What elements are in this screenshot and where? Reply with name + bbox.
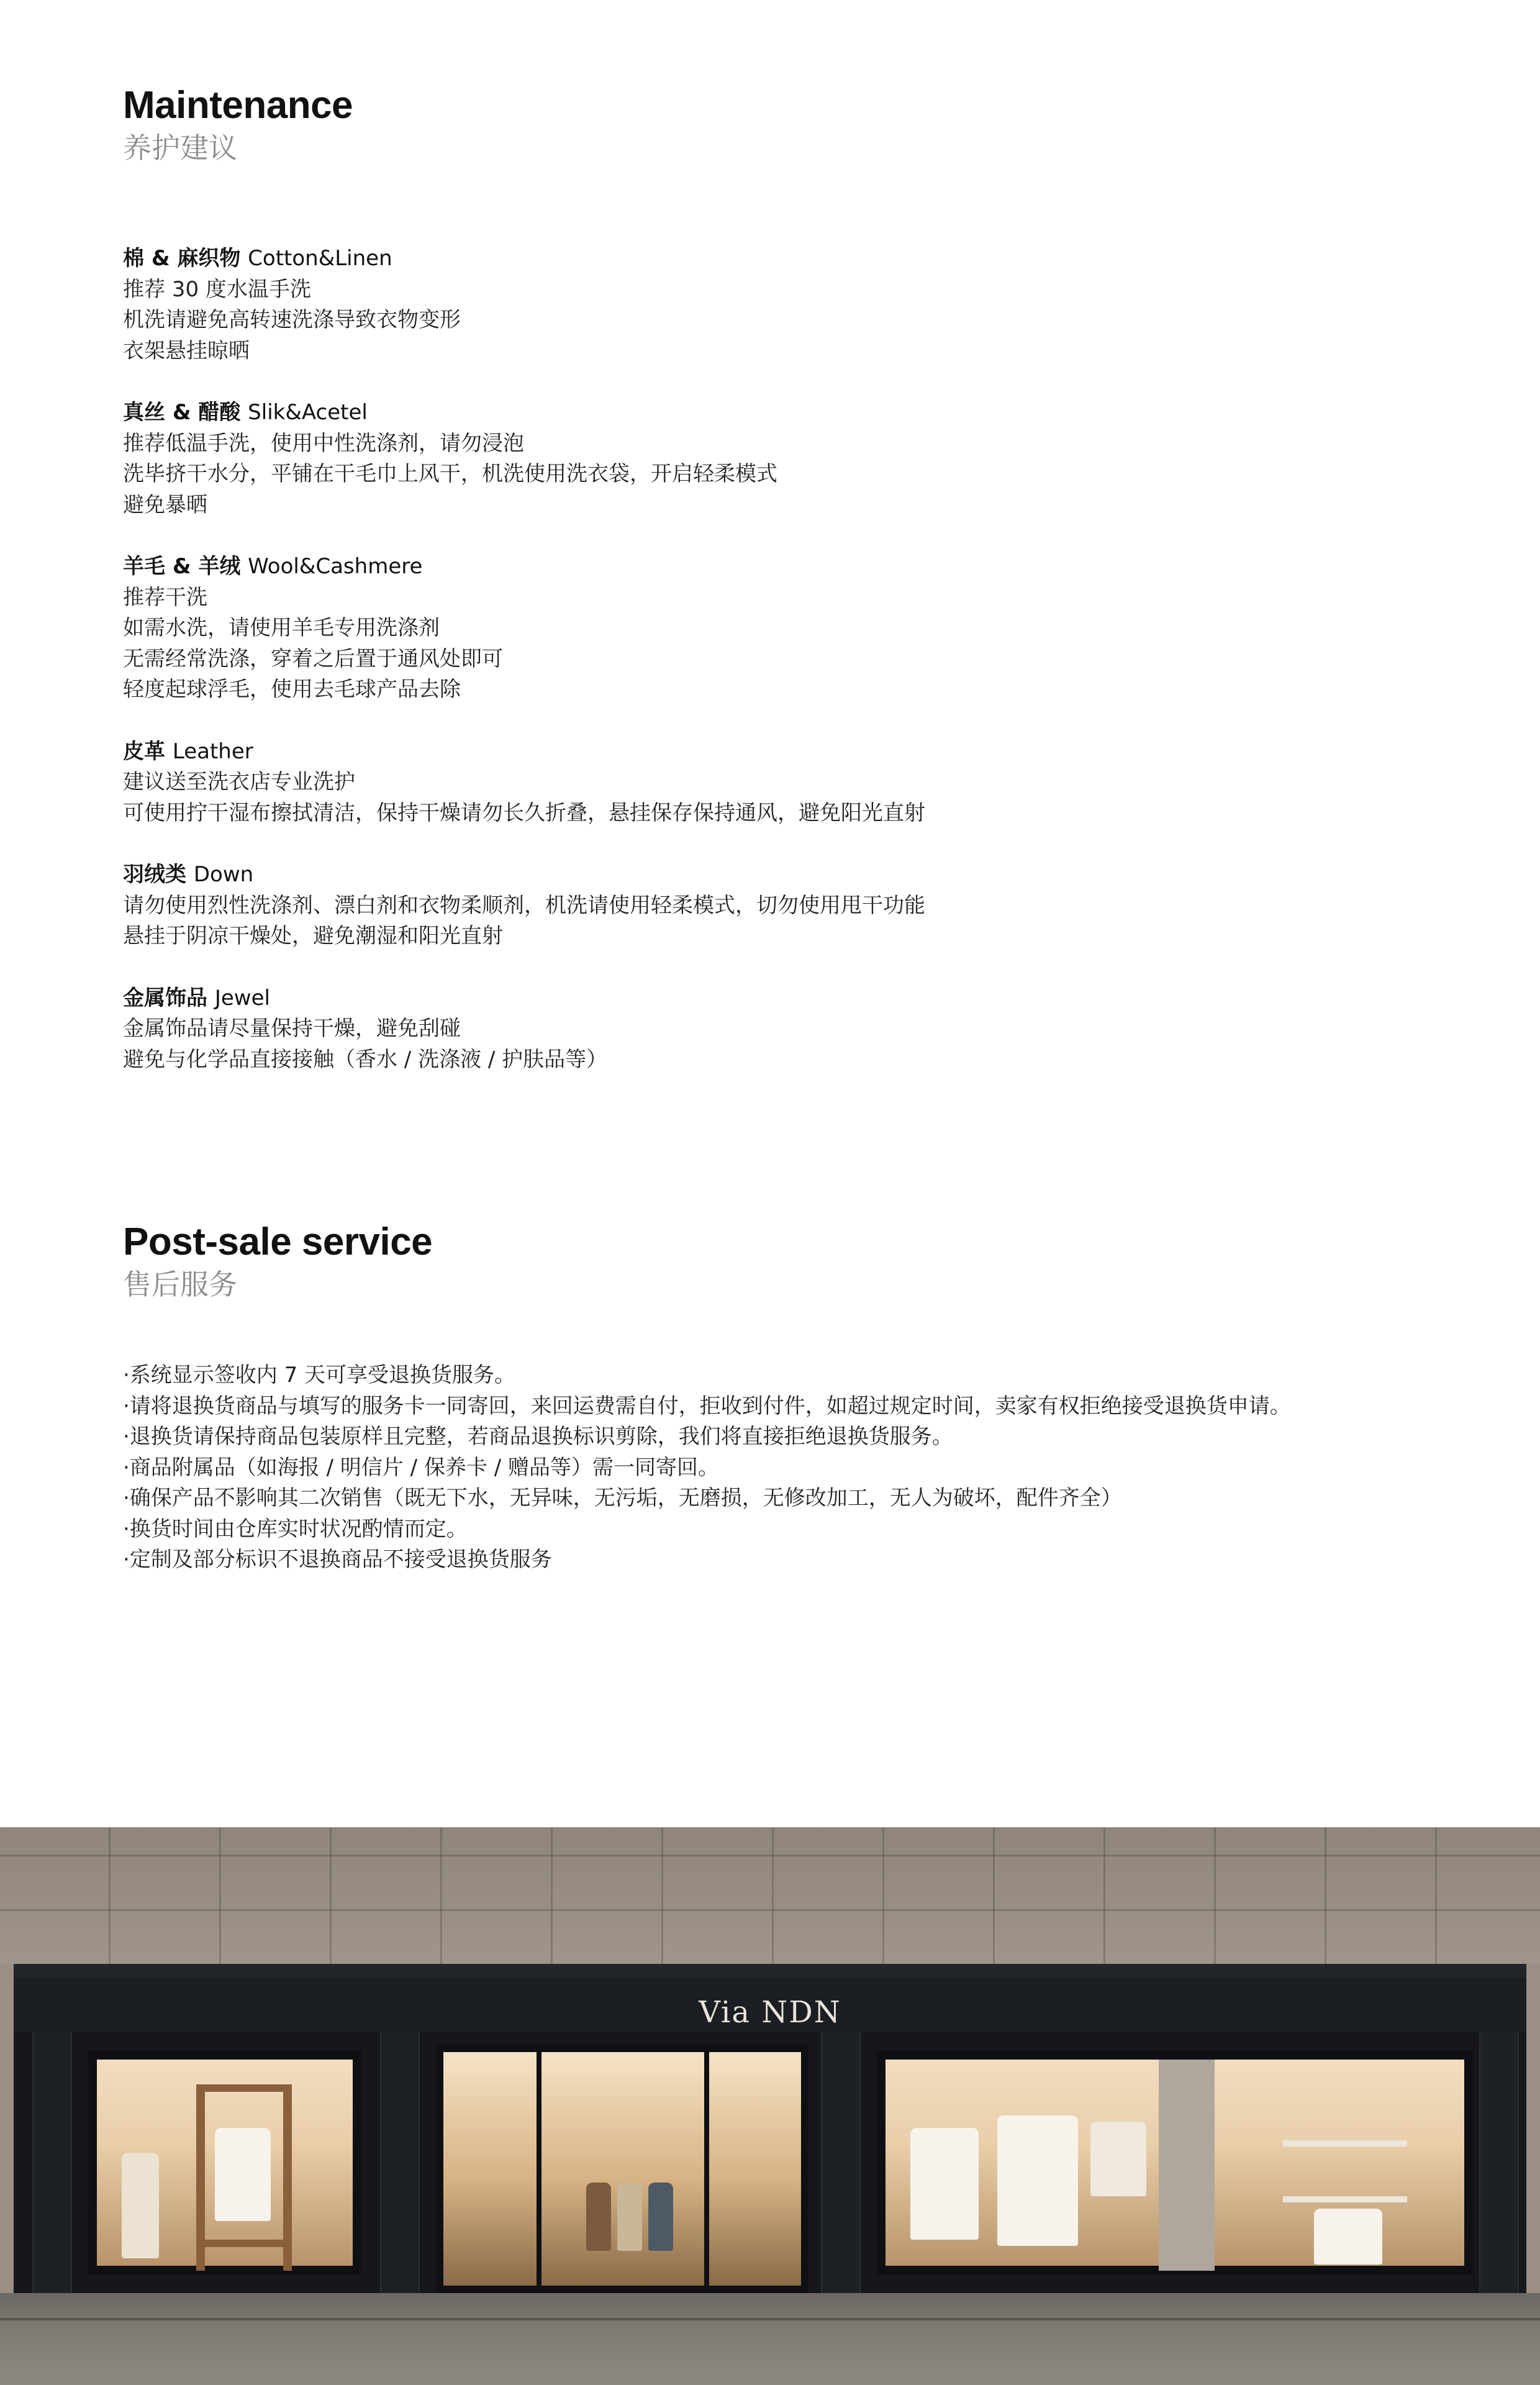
care-instruction-line: 避免暴晒 [123,492,207,517]
care-instruction-line: 悬挂于阴凉干燥处，避免潮湿和阳光直射 [123,924,503,948]
care-heading-en: Wool&Cashmere [248,554,423,579]
shop-entrance [436,2045,808,2293]
care-group-heading [123,860,925,891]
policy-item: ·换货时间由仓库实时状况酌情而定。 [123,1516,468,1542]
mannequin [1314,2209,1382,2265]
pilaster [32,2032,72,2293]
care-group-heading [123,243,925,275]
pilaster [380,2032,420,2293]
policy-item: ·定制及部分标识不退换商品不接受退换货服务 [123,1547,552,1572]
policy-item: ·退换货请保持商品包装原样且完整，若商品退换标识剪除，我们将直接拒绝退换货服务。 [123,1424,953,1449]
hanging-garment [1090,2122,1146,2196]
pilaster [1479,2032,1519,2293]
mannequin [122,2153,159,2258]
post-sale-section [123,1219,1291,1576]
care-heading-cn: 羽绒类 [123,862,186,887]
care-instruction-line: 如需水洗，请使用羊毛专用洗涤剂 [123,616,440,640]
post-sale-policy-list [123,1360,1291,1576]
sign-band [14,1978,1526,2032]
wall-shelf [1283,2196,1407,2202]
care-group-heading [123,398,925,429]
door-frame [537,2052,541,2286]
care-heading-en: Leather [172,738,253,764]
care-group-heading [123,737,925,768]
hanging-garment [215,2128,271,2221]
care-instruction-line: 无需经常洗涤，穿着之后置于通风处即可 [123,646,503,671]
care-heading-cn: 金属饰品 [123,985,207,1011]
cornice [14,1964,1526,1978]
maintenance-subtitle: 养护建议 [123,131,237,165]
hanging-garment [617,2183,642,2251]
hanging-garment [586,2183,611,2251]
care-instruction-line: 洗毕挤干水分，平铺在干毛巾上风干，机洗使用洗衣袋，开启轻柔模式 [123,461,777,486]
hanging-garment [910,2128,979,2240]
maintenance-section [123,82,925,1106]
care-heading-cn: 棉 & 麻织物 [123,246,241,271]
shelf-frame [196,2240,292,2247]
wall-shelf [1283,2140,1407,2146]
care-group-heading [123,983,925,1014]
brand-sign: Via NDN [699,1995,841,2030]
post-sale-title: Post-sale service [123,1220,433,1263]
care-group [123,737,925,829]
care-instruction-line: 推荐干洗 [123,584,207,610]
shelf-frame [196,2084,292,2092]
door-frame [704,2052,709,2286]
care-heading-en: Jewel [214,985,270,1011]
display-window-left [88,2051,361,2274]
care-instruction-line: 推荐低温手洗，使用中性洗涤剂，请勿浸泡 [123,430,524,456]
curb [0,2318,1540,2320]
care-heading-cn: 皮革 [123,738,165,764]
policy-item: ·商品附属品（如海报 / 明信片 / 保养卡 / 赠品等）需一同寄回。 [123,1455,720,1480]
care-instruction-line: 推荐 30 度水温手洗 [123,276,311,302]
care-heading-en: Down [193,862,254,887]
care-instruction-line: 避免与化学品直接接触（香水 / 洗涤液 / 护肤品等） [123,1047,608,1072]
care-instruction-line: 可使用拧干湿布擦拭清洁，保持干燥请勿长久折叠，悬挂保存保持通风，避免阳光直射 [123,800,925,825]
storefront-photo [0,1827,1540,2385]
care-instructions-list [123,243,925,1075]
care-group [123,860,925,952]
care-instruction-line: 衣架悬挂晾晒 [123,338,250,363]
care-group [123,552,925,706]
care-heading-cn: 真丝 & 醋酸 [123,400,241,425]
care-group [123,983,925,1076]
care-instruction-line: 机洗请避免高转速洗涤导致衣物变形 [123,307,461,332]
care-group [123,398,925,520]
display-window-right [877,2051,1473,2274]
stone-wall [0,1827,1540,1964]
care-instruction-line: 轻度起球浮毛，使用去毛球产品去除 [123,677,461,702]
pavement [0,2293,1540,2385]
care-heading-en: Slik&Acetel [248,400,368,425]
post-sale-subtitle: 售后服务 [123,1268,237,1301]
care-heading-cn: 羊毛 & 羊绒 [123,554,241,579]
pilaster [821,2032,861,2293]
maintenance-title: Maintenance [123,84,353,127]
care-instruction-line: 建议送至洗衣店专业洗护 [123,770,355,794]
shop-facade [14,1964,1526,2293]
care-instruction-line: 请勿使用烈性洗涤剂、漂白剂和衣物柔顺剂，机洗请使用轻柔模式，切勿使用甩干功能 [123,893,925,918]
care-instruction-line: 金属饰品请尽量保持干燥，避免刮碰 [123,1016,461,1041]
policy-item: ·确保产品不影响其二次销售（既无下水，无异味，无污垢，无磨损，无修改加工，无人为破坏，配件齐全） [123,1486,1122,1510]
care-group [123,243,925,366]
policy-item: ·系统显示签收内 7 天可享受退换货服务。 [123,1363,516,1388]
hanging-garment [648,2183,673,2251]
policy-item: ·请将退换货商品与填写的服务卡一同寄回，来回运费需自付，拒收到付件，如超过规定时间，卖家有权拒绝接受退换货申请。 [123,1393,1291,1419]
hanging-garment [997,2115,1078,2246]
display-panel [1159,2060,1215,2271]
care-heading-en: Cotton&Linen [248,246,392,271]
care-group-heading [123,552,925,583]
